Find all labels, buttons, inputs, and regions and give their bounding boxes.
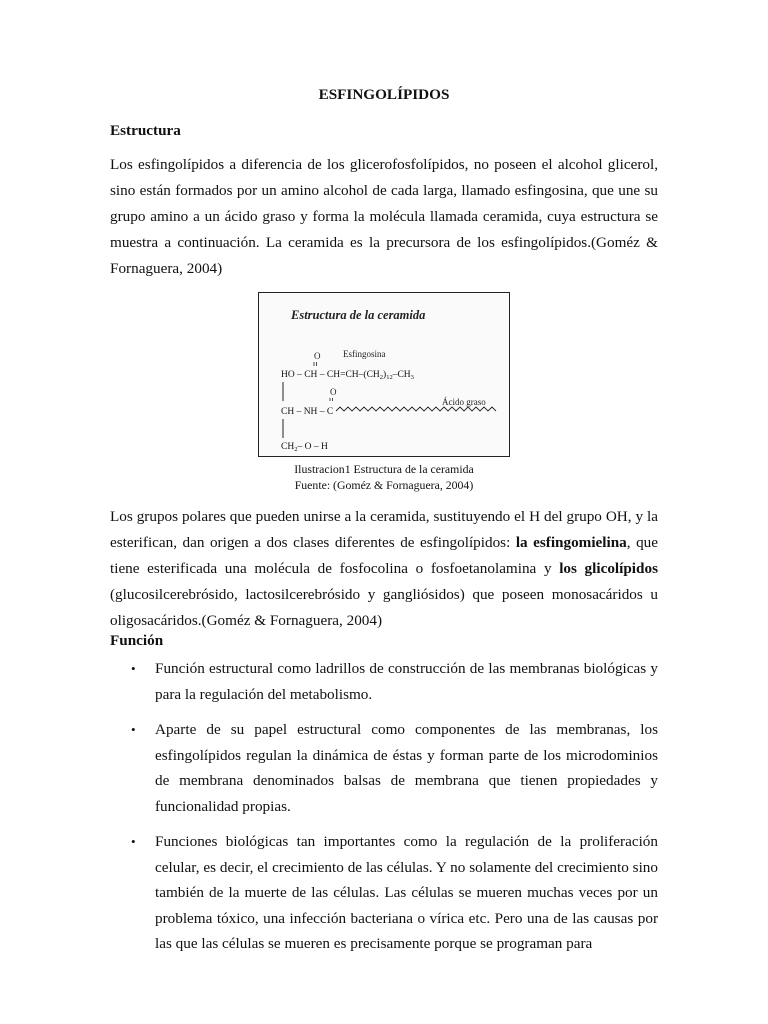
list-item-text: Aparte de su papel estructural como componentes de las membranas, los esfingolípidos regulan la dinámica de éstas y forman parte de los microdominios de membrana denominados balsas de membrana que tienen propiedades y funcionalidad propias. [155, 721, 658, 815]
page-title: ESFINGOLÍPIDOS [318, 86, 450, 103]
ceramide-structure-figure [258, 292, 510, 457]
figure-image-title: Estructura de la ceramida [291, 308, 426, 322]
list-item [131, 829, 658, 957]
fatty-acid-chain-zigzag [336, 407, 496, 411]
funcion-bullet-list [131, 656, 658, 957]
list-item [131, 656, 658, 707]
figure-caption-line-1: Ilustracion1 Estructura de la ceramida [294, 462, 474, 476]
bullet-icon: • [131, 834, 136, 849]
figure-caption-line-2: Fuente: (Goméz & Fornaguera, 2004) [294, 478, 474, 492]
term-esfingomielina: la esfingomielina [515, 534, 627, 551]
list-item-text: Funciones biológicas tan importantes como la regulación de la proliferación celular, es decir, el crecimiento de las células. Y no solamente del crecimiento sino también de la muerte de las células. Las células se mueren muchas veces por un problema tóxico, una infección bacteriana o vírica etc. Pero una de las causas por las que las células se mueren es precisamente porque se programan para [155, 833, 658, 952]
formula-row-2: CH – NH – C [281, 407, 334, 417]
label-acido-graso: Ácido graso [442, 397, 486, 407]
bullet-icon: • [131, 722, 136, 737]
paragraph-grupos-text-3: (glucosilcerebrósido, lactosilcerebrósido y gangliósidos) que poseen monosacáridos u oligosacáridos.(Goméz & Fornaguera, 2004) [110, 586, 658, 629]
list-item [131, 717, 658, 819]
list-item-text: Función estructural como ladrillos de construcción de las membranas biológicas y para la regulación del metabolismo. [155, 660, 658, 703]
paragraph-grupos-text-1: Los grupos polares que pueden unirse a la ceramida, sustituyendo el H del grupo OH, y la esterifican, dan origen a dos clases diferentes de esfingolípidos: [110, 508, 658, 551]
paragraph-estructura: Los esfingolípidos a diferencia de los glicerofosfolípidos, no poseen el alcohol glicerol, sino están formados por un amino alcohol de cada larga, llamado esfingosina, que une su grupo amino a un ácido graso y forma la molécula llamada ceramida, cuya estructura se muestra a continuación. La ceramida es la precursora de los esfingolípidos.(Goméz & Fornaguera, 2004) [110, 156, 658, 277]
atom-o-acyl: O [330, 387, 337, 397]
section-heading-estructura: Estructura [110, 122, 181, 139]
formula-row-1: HO – CH – $CH=CH-(CH_2)_{12}-CH_3$ [281, 370, 414, 381]
paragraph-grupos-text-2: , que tiene esterificada una molécula de fosfocolina o fosfoetanolamina y [110, 534, 659, 577]
formula-row-3: $CH_2-$ O – H [281, 442, 328, 453]
paragraph-grupos-polares [110, 504, 658, 634]
label-esfingosina: Esfingosina [343, 349, 386, 359]
bullet-icon: • [131, 661, 136, 676]
ceramide-structure-diagram [259, 293, 509, 456]
term-glicolipidos: los glicolípidos [559, 560, 658, 577]
section-heading-funcion: Función [110, 632, 164, 649]
atom-o-top: O [314, 351, 321, 361]
